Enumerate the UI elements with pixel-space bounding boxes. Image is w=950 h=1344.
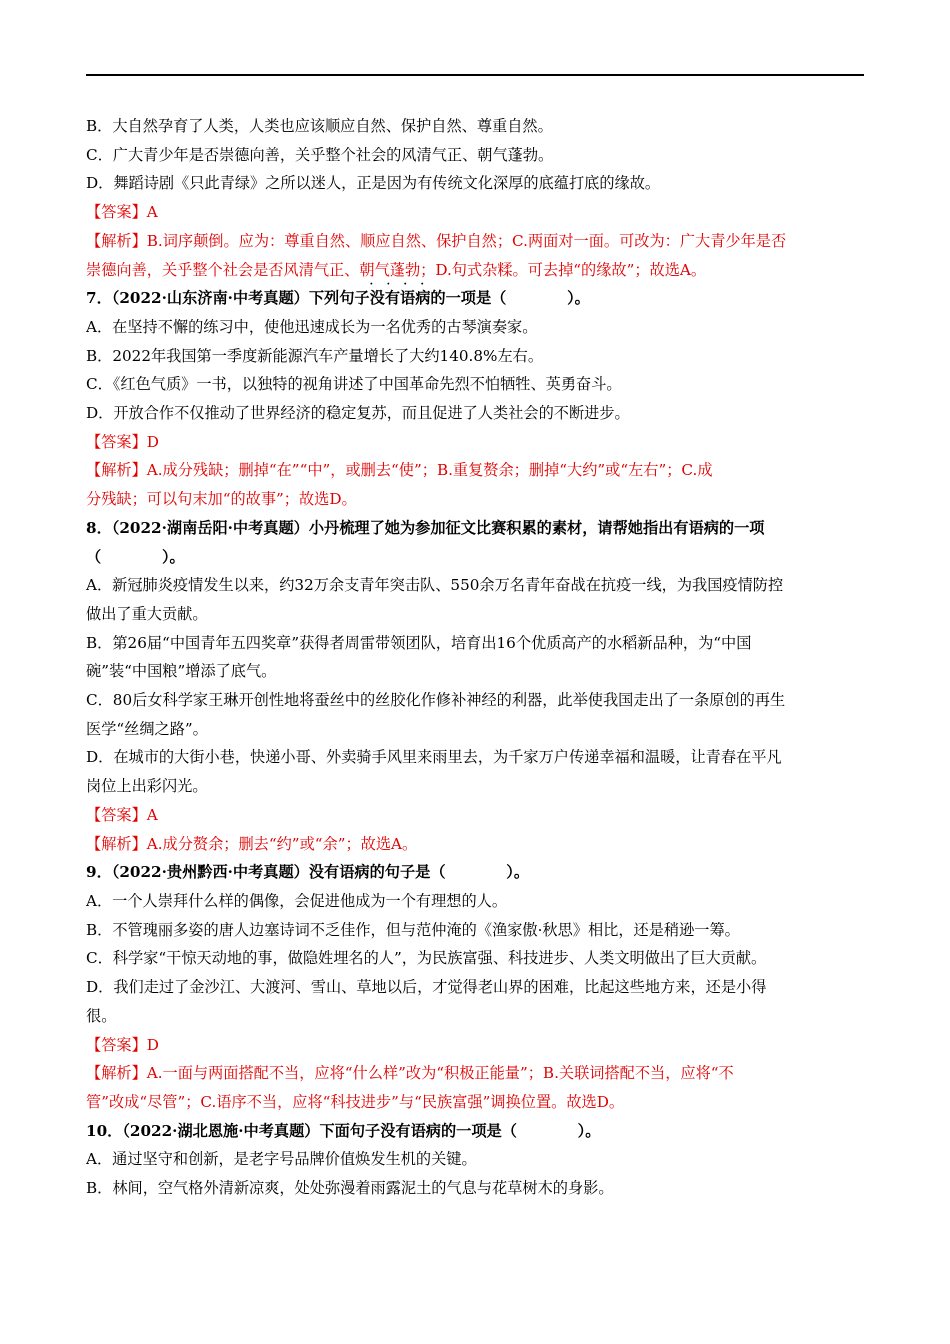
q10-option-b: B．林间，空气格外清新凉爽，处处弥漫着雨露泥土的气息与花草树木的身影。: [86, 1179, 614, 1198]
q6-option-d: D．舞蹈诗剧《只此青绿》之所以迷人，正是因为有传统文化深厚的底蕴打底的缘故。: [86, 174, 661, 193]
q9-analysis-line-2: 管”改成“尽管”；C.语序不当，应将“科技进步”与“民族富强”调换位置。故选D。: [86, 1092, 625, 1111]
q8-analysis: 【解析】A.成分赘余；删去“约”或“余”；故选A。: [86, 834, 418, 853]
emphasis-dots: · · · ·: [369, 279, 429, 291]
q7-answer: 【答案】D: [86, 432, 159, 451]
q10-option-a: A．通过坚守和创新，是老字号品牌价值焕发生机的关键。: [86, 1150, 477, 1169]
q7-stem-post: 的一项是（ ）。: [430, 289, 590, 308]
q9-option-a: A．一个人崇拜什么样的偶像，会促进他成为一个有理想的人。: [86, 891, 508, 910]
q9-answer: 【答案】D: [86, 1035, 159, 1054]
q8-stem-line-1: 8．（2022·湖南岳阳·中考真题）小丹梳理了她为参加征文比赛积累的素材，请帮她指出有语病的一项: [86, 518, 765, 537]
q9-option-c: C．科学家“干惊天动地的事，做隐姓埋名的人”，为民族富强、科技进步、人类文明做出了巨大贡献。: [86, 949, 767, 968]
q7-option-c: C．《红色气质》一书，以独特的视角讲述了中国革命先烈不怕牺牲、英勇奋斗。: [86, 375, 622, 394]
q8-option-c-line-2: 医学“丝绸之路”。: [86, 719, 208, 738]
q7-option-d: D．开放合作不仅推动了世界经济的稳定复苏，而且促进了人类社会的不断进步。: [86, 404, 630, 423]
q7-analysis-line-2: 分残缺；可以句末加“的故事”；故选D。: [86, 490, 357, 509]
q8-answer: 【答案】A: [86, 805, 158, 824]
q9-option-d-line-2: 很。: [86, 1006, 117, 1025]
q8-stem-line-2: （ ）。: [86, 547, 185, 566]
document-body: [86, 112, 861, 1203]
q6-analysis-line-1: 【解析】B.词序颠倒。应为：尊重自然、顺应自然、保护自然；C.两面对一面。可改为：广大青少年是否: [86, 231, 787, 250]
q6-option-c: C．广大青少年是否崇德向善，关乎整个社会的风清气正、朝气蓬勃。: [86, 145, 554, 164]
q8-option-b-line-2: 碗”装“中国粮”增添了底气。: [86, 662, 277, 681]
q8-option-d-line-2: 岗位上出彩闪光。: [86, 777, 208, 796]
q10-stem: 10．（2022·湖北恩施·中考真题）下面句子没有语病的一项是（ ）。: [86, 1121, 601, 1140]
q9-option-b: B．不管瑰丽多姿的唐人边塞诗词不乏佳作，但与范仲淹的《渔家傲·秋思》相比，还是稍逊一筹。: [86, 920, 740, 939]
q8-option-d-line-1: D．在城市的大街小巷，快递小哥、外卖骑手风里来雨里去，为千家万户传递幸福和温暖，让青春在平凡: [86, 748, 782, 767]
q8-option-a-line-2: 做出了重大贡献。: [86, 604, 208, 623]
q7-stem-emphasis: [369, 279, 431, 308]
header-rule: [86, 74, 864, 76]
q6-analysis-line-2: 崇德向善，关乎整个社会是否风清气正、朝气蓬勃；D.句式杂糅。可去掉“的缘故”；故选A。: [86, 260, 707, 279]
q8-option-c-line-1: C．80后女科学家王琳开创性地将蚕丝中的丝胶化作修补神经的利器，此举使我国走出了一条原创的再生: [86, 691, 786, 710]
q7-stem-pre: 7．（2022·山东济南·中考真题）下列句子: [86, 289, 370, 308]
q9-stem: 9．（2022·贵州黔西·中考真题）没有语病的句子是（ ）。: [86, 863, 530, 882]
q7-stem-emphasis-text: 没有语病: [369, 289, 431, 308]
q9-option-d-line-1: D．我们走过了金沙江、大渡河、雪山、草地以后，才觉得老山界的困难，比起这些地方来，还是小得: [86, 978, 767, 997]
q8-option-a-line-1: A．新冠肺炎疫情发生以来，约32万余支青年突击队、550余万名青年奋战在抗疫一线，为我国疫情防控: [86, 576, 784, 595]
q9-analysis-line-1: 【解析】A.一面与两面搭配不当，应将“什么样”改为“积极正能量”；B.关联词搭配不当，应将“不: [86, 1064, 734, 1083]
q6-answer: 【答案】A: [86, 203, 158, 222]
q7-option-a: A．在坚持不懈的练习中，使他迅速成长为一名优秀的古琴演奏家。: [86, 317, 538, 336]
q7-option-b: B．2022年我国第一季度新能源汽车产量增长了大约140.8%左右。: [86, 346, 544, 365]
q6-option-b: B．大自然孕育了人类，人类也应该顺应自然、保护自然、尊重自然。: [86, 117, 553, 135]
q7-stem: [86, 279, 861, 313]
q7-analysis-line-1: 【解析】A.成分残缺；删掉“在”“中”，或删去“使”；B.重复赘余；删掉“大约”或“左右”；C.成: [86, 461, 713, 480]
q8-option-b-line-1: B．第26届“中国青年五四奖章”获得者周雷带领团队，培育出16个优质高产的水稻新品种，为“中国: [86, 633, 752, 652]
